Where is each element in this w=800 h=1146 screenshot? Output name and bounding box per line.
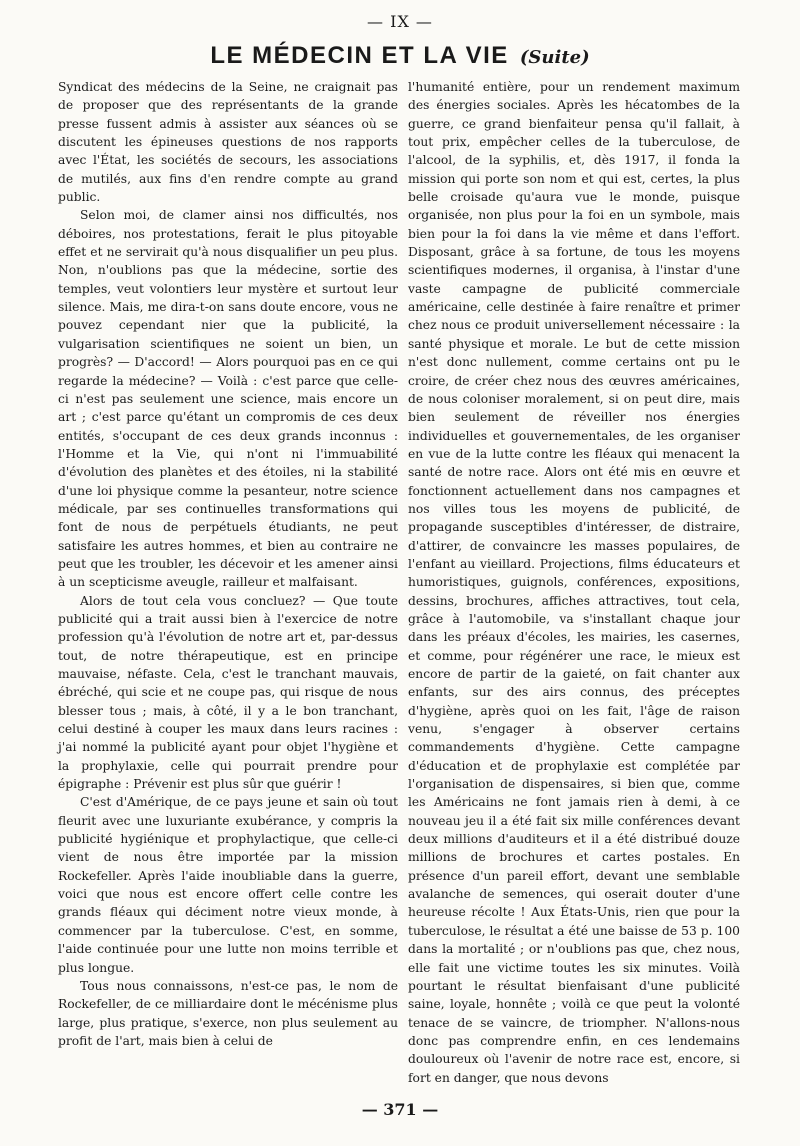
title-text: LE MÉDECIN ET LA VIE — [210, 42, 509, 69]
title-suffix: (Suite) — [519, 47, 590, 68]
paragraph: Syndicat des médecins de la Seine, ne craignait pas de proposer que des représentants de la grande presse fussent admis à assister aux séances où se discutent les épineuses questions de nos rapports avec l'État, les sociétés de secours, les associations de mutilés, aux fins d'en rendre compte au grand public. — [58, 80, 398, 205]
article-title — [0, 42, 800, 70]
right-column — [408, 78, 740, 1087]
paragraph: Alors de tout cela vous concluez? — Que toute publicité qui a trait aussi bien à l'exercice de notre profession qu'à l'évolution de notre art et, par-dessus tout, de notre thérapeutique, est en principe mauvaise, néfaste. Cela, c'est le tranchant mauvais, ébréché, qui scie et ne coupe pas, qui risque de nous blesser tous ; mais, à côté, il y a le bon tranchant, celui destiné à couper les maux dans leurs racines : j'ai nommé la publicité ayant pour objet l'hygiène et la prophylaxie, celle qui pourrait prendre pour épigraphe : Prévenir est plus sûr que guérir ! — [58, 593, 398, 792]
page-number: — 371 — — [361, 1100, 439, 1119]
paragraph: Selon moi, de clamer ainsi nos difficultés, nos déboires, nos protestations, ferait le plus pitoyable effet et ne servirait qu'à nous disqualifier un peu plus. Non, n'oublions pas que la médecine, sortie des temples, veut volontiers leur mystère et surtout leur silence. Mais, me dira-t-on sans doute encore, vous ne pouvez cependant nier que la publicité, la vulgarisation scientifiques ne soient un bien, un progrès? — D'accord! — Alors pourquoi pas en ce qui regarde la médecine? — Voilà : c'est parce que celle-ci n'est pas seulement une science, mais encore un art ; c'est parce qu'étant un compromis de ces deux entités, s'occupant de ces deux grands inconnus : l'Homme et la Vie, qui n'ont ni l'immuabilité d'évolution des planètes et des étoiles, ni la stabilité d'une loi physique comme la pesanteur, notre science médicale, par ses continuelles transformations qui font de nous de perpétuels étudiants, ne peut satisfaire les autres hommes, et bien au contraire ne peut que les troubler, les décevoir et les amener ainsi à un scepticisme aveugle, railleur et malfaisant. — [58, 208, 398, 590]
roman-page-number: — IX — — [367, 12, 433, 31]
left-column — [58, 78, 398, 1050]
paragraph: C'est d'Amérique, de ce pays jeune et sain où tout fleurit avec une luxuriante exubérance, y compris la publicité hygiénique et prophylactique, que celle-ci vient de nous être importée par la mission Rockefeller. Après l'aide inoubliable dans la guerre, voici que nous est encore offert celle contre les grands fléaux qui déciment notre vieux monde, à commencer par la tuberculose. C'est, en somme, l'aide continuée pour une lutte non moins terrible et plus longue. — [58, 795, 398, 975]
paragraph: Tous nous connaissons, n'est-ce pas, le nom de Rockefeller, de ce milliardaire dont le mécénisme plus large, plus pratique, s'exerce, non plus seulement au profit de l'art, mais bien à celui de — [58, 978, 398, 1048]
paragraph: l'humanité entière, pour un rendement maximum des énergies sociales. Après les hécatombes de la guerre, ce grand bienfaiteur pensa qu'il fallait, à tout prix, empêcher celles de la tuberculose, de l'alcool, de la syphilis, et, dès 1917, il fonda la mission qui porte son nom et qui est, certes, la plus belle croisade qu'aura vue le monde, puisque organisée, non plus pour la foi en un symbole, mais bien pour la foi dans la vie même et dans l'effort. Disposant, grâce à sa fortune, de tous les moyens scientifiques modernes, il organisa, à l'instar d'une vaste campagne de publicité commerciale américaine, celle destinée à faire renaître et primer chez nous ce produit universellement nécessaire : la santé physique et morale. Le but de cette mission n'est donc nullement, comme certains ont pu le croire, de créer chez nous des œuvres américaines, de nous coloniser moralement, si on peut dire, mais bien seulement de réveiller nos énergies individuelles et gouvernementales, de les organiser en vue de la lutte contre les fléaux qui menacent la santé de notre race. Alors ont été mis en œuvre et fonctionnent actuellement dans nos campagnes et nos villes tous les moyens de publicité, de propagande susceptibles d'intéresser, de distraire, d'attirer, de convaincre les masses populaires, de l'enfant au vieillard. Projections, films éducateurs et humoristiques, guignols, conférences, expositions, dessins, brochures, affiches attractives, tout cela, grâce à l'automobile, va s'installant chaque jour dans les préaux d'écoles, les mairies, les casernes, et comme, pour régénérer une race, le mieux est encore de partir de la gaieté, on fait chanter aux enfants, sur des airs connus, des préceptes d'hygiène, après quoi on les fait, l'âge de raison venu, s'engager à observer certains commandements d'hygiène. Cette campagne d'éducation et de prophylaxie est complétée par l'organisation de dispensaires, si bien que, comme les Américains ne font jamais rien à demi, à ce nouveau jeu il a été fait six mille conférences devant deux millions d'auditeurs et il a été distribué douze millions de brochures et cartes postales. En présence d'un pareil effort, devant une semblable avalanche de semences, qui oserait douter d'une heureuse récolte ! Aux États-Unis, rien que pour la tuberculose, le résultat a été une baisse de 53 p. 100 dans la mortalité ; or n'oublions pas que, chez nous, elle fait une victime toutes les six minutes. Voilà pourtant le résultat bienfaisant d'une publicité saine, loyale, honnête ; voilà ce que peut la volonté tenace de se vaincre, de triompher. N'allons-nous donc pas comprendre enfin, en ces lendemains douloureux où l'avenir de notre race est, encore, si fort en danger, que nous devons — [408, 80, 740, 1085]
